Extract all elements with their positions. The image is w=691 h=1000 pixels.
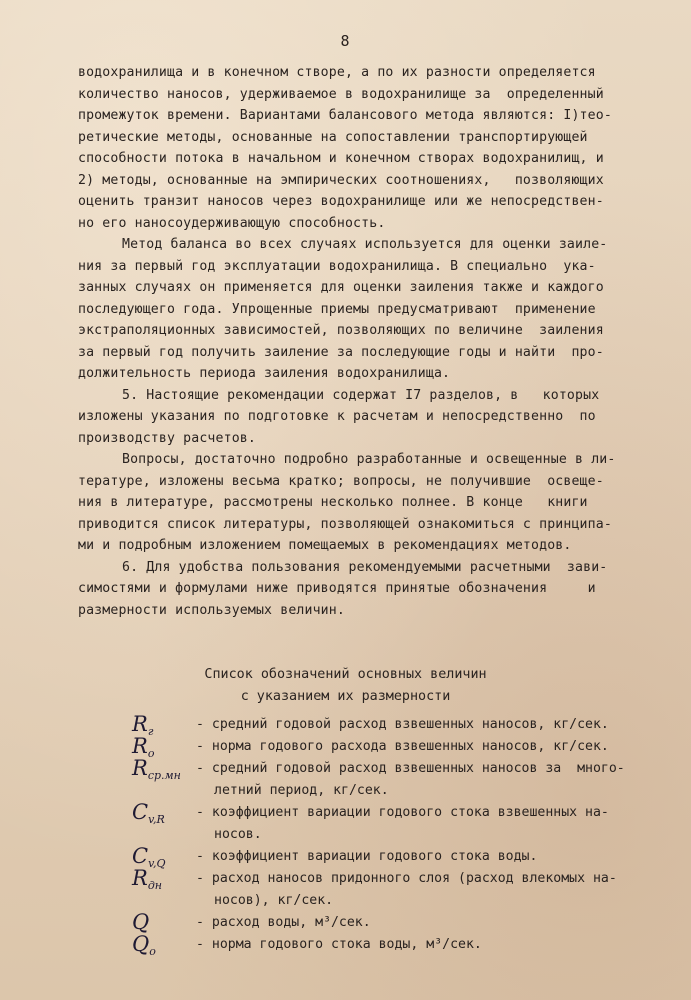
symbol-description: - норма годового расхода взвешенных наносов, кг/сек. — [196, 739, 609, 754]
symbol: $R_о$ — [132, 734, 155, 760]
text-line: экстраполяционных зависимостей, позволяющих по величине заиления — [78, 323, 604, 338]
symbol-description-continuation: носов. — [214, 827, 262, 842]
text-line: ми и подробным изложением помещаемых в рекомендациях методов. — [78, 538, 572, 553]
symbol-description: - норма годового стока воды, м³/сек. — [196, 937, 482, 952]
text-line: Метод баланса во всех случаях используется для оценки заиле- — [122, 237, 608, 252]
symbol-row — [132, 758, 677, 780]
symbol: $R_{дн}$ — [132, 866, 163, 892]
symbol-row — [132, 846, 677, 868]
text-line: оценить транзит наносов через водохранилище или же непосредствен- — [78, 194, 604, 209]
text-line: 2) методы, основанные на эмпирических соотношениях, позволяющих — [78, 172, 604, 188]
symbol-description: - коэффициент вариации годового стока воды. — [196, 849, 538, 864]
text-line: 6. Для удобства пользования рекомендуемыми расчетными зави- — [122, 559, 608, 575]
symbol-row-continuation — [132, 890, 677, 912]
symbol-row — [132, 714, 677, 736]
text-line: Вопросы, достаточно подробно разработанные и освещенные в ли- — [122, 452, 616, 467]
text-line: размерности используемых величин. — [78, 602, 345, 618]
symbol: $Q_о$ — [132, 932, 156, 958]
text-line: водохранилища и в конечном створе, а по их разности определяется — [78, 65, 596, 80]
symbol-row — [132, 802, 677, 824]
text-line: ния в литературе, рассмотрены несколько полнее. В конце книги — [78, 495, 588, 510]
symbol-row — [132, 868, 677, 890]
paragraph-1 — [78, 62, 672, 234]
paragraph-4 — [78, 449, 672, 557]
list-title-line-1: Список обозначений основных величин — [204, 667, 487, 682]
page-number: 8 — [340, 32, 351, 50]
symbol-row-continuation — [132, 780, 677, 802]
text-line: изложены указания по подготовке к расчетам и непосредственно по — [78, 409, 596, 424]
symbol: Q — [132, 910, 150, 934]
symbol-description: - расход воды, м³/сек. — [196, 915, 371, 930]
text-line: промежуток времени. Вариантами балансового метода являются: I)тео- — [78, 108, 612, 123]
paragraph-3 — [78, 385, 672, 450]
text-line: ния за первый год эксплуатации водохранилища. В специально ука- — [78, 258, 596, 274]
text-line: производству расчетов. — [78, 430, 256, 446]
paragraph-5 — [78, 557, 672, 622]
text-line: должительность периода заиления водохранилища. — [78, 366, 451, 381]
symbol-row — [132, 736, 677, 758]
symbol-description: - средний годовой расход взвешенных наносов за много- — [196, 761, 625, 776]
text-line: тературе, изложены весьма кратко; вопросы, не получившие освеще- — [78, 473, 604, 489]
symbol: $C_{v,R}$ — [132, 800, 165, 826]
list-title-line-2: с указанием их размерности — [240, 689, 451, 704]
symbol-description: - средний годовой расход взвешенных наносов, кг/сек. — [196, 717, 609, 732]
text-line: симостями и формулами ниже приводятся принятые обозначения и — [78, 581, 596, 596]
symbol-row — [132, 912, 677, 934]
body-text — [78, 62, 672, 621]
symbol-row — [132, 934, 677, 956]
symbol-description-continuation: носов), кг/сек. — [214, 893, 334, 908]
symbol-description: - расход наносов придонного слоя (расход влекомых на- — [196, 871, 617, 886]
symbol-description: - коэффициент вариации годового стока взвешенных на- — [196, 805, 609, 820]
symbol-description-continuation: летний период, кг/сек. — [214, 783, 389, 798]
text-line: 5. Настоящие рекомендации содержат I7 разделов, в которых — [122, 387, 600, 403]
symbols-list — [132, 714, 677, 956]
text-line: количество наносов, удерживаемое в водохранилище за определенный — [78, 86, 604, 102]
text-line: за первый год получить заиление за последующие годы и найти про- — [78, 344, 604, 360]
paragraph-2 — [78, 234, 672, 385]
text-line: способности потока в начальном и конечном створах водохранилищ, и — [78, 151, 604, 166]
text-line: занных случаях он применяется для оценки заиления также и каждого — [78, 280, 604, 295]
text-line: последующего года. Упрощенные приемы предусматривают применение — [78, 301, 596, 317]
symbol: $C_{v,Q}$ — [132, 844, 166, 870]
text-line: но его наносоудерживающую способность. — [78, 215, 386, 231]
text-line: ретические методы, основанные на сопоставлении транспортирующей — [78, 129, 588, 145]
text-line: приводится список литературы, позволяющей ознакомиться с принципа- — [78, 516, 612, 532]
symbol-row-continuation — [132, 824, 677, 846]
symbol: $R_г$ — [132, 712, 154, 738]
symbol: $R_{ср.мн}$ — [132, 756, 181, 782]
symbols-list-title — [0, 664, 691, 708]
